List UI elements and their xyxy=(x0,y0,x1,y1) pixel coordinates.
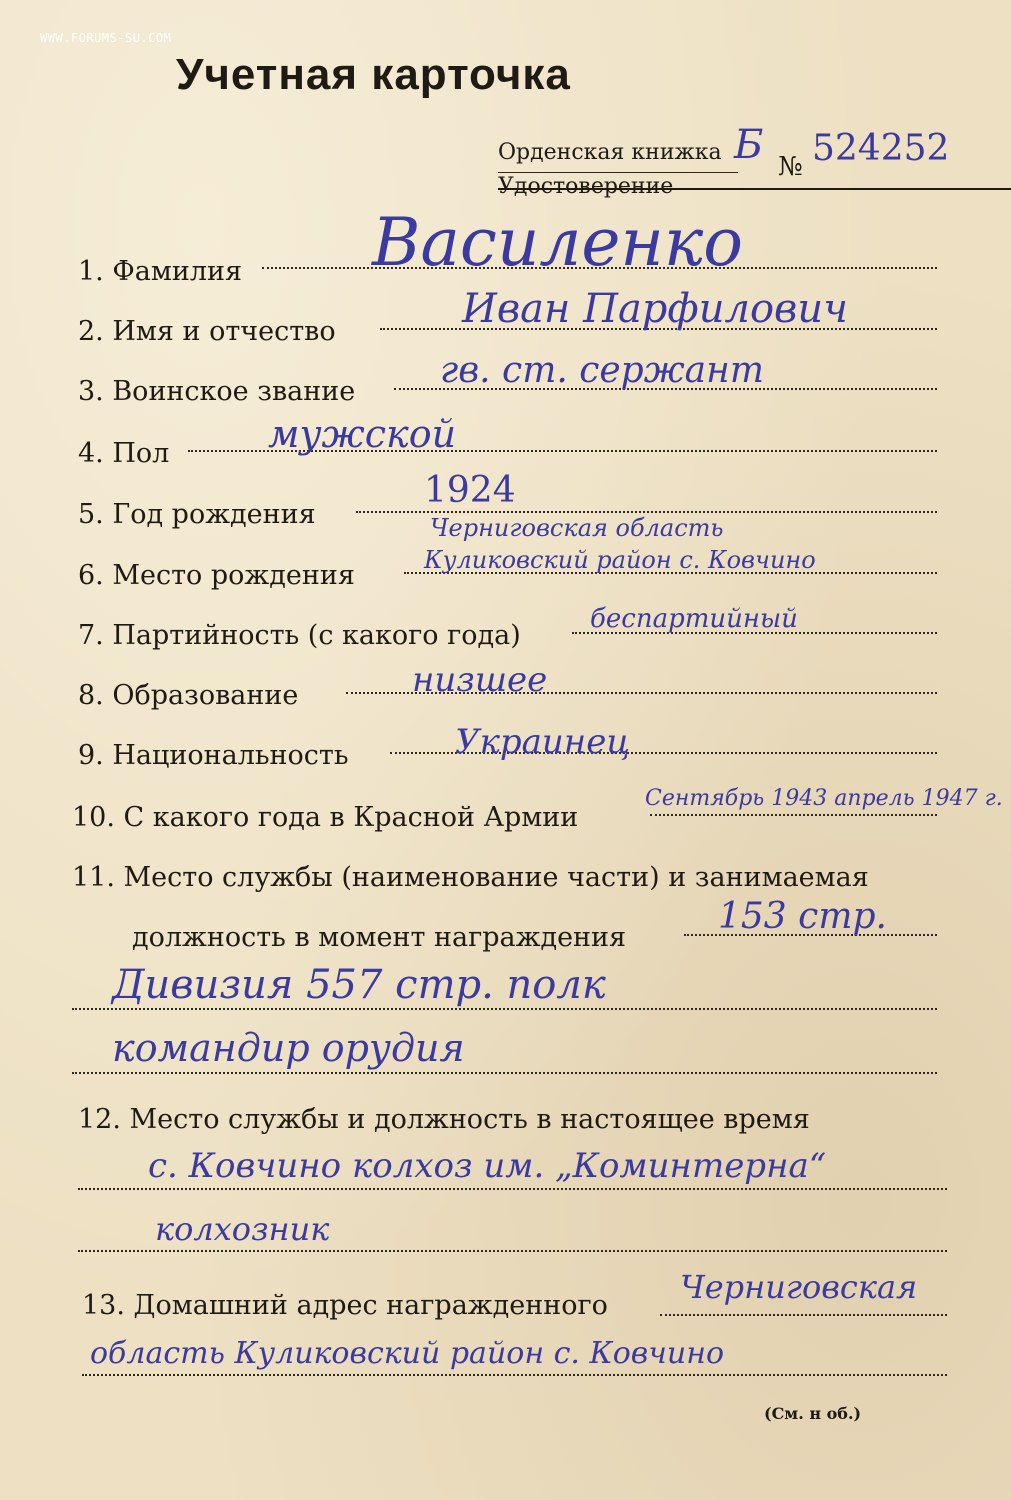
field-4-label: 4. Пол xyxy=(78,438,170,469)
field-13-value-1: Черниговская xyxy=(680,1268,918,1306)
field-1-value: Василенко xyxy=(372,204,744,281)
field-3-label: 3. Воинское звание xyxy=(78,376,356,407)
field-12-value-1: с. Ковчино колхоз им. „Коминтерна“ xyxy=(148,1146,827,1186)
field-11-value-2: Дивизия 557 стр. полк xyxy=(112,962,606,1008)
order-book-number: 524252 xyxy=(812,128,950,169)
card-title: Учетная карточка xyxy=(176,50,571,99)
field-12-label: 12. Место службы и должность в настоящее время xyxy=(78,1104,810,1135)
field-11-value-3: командир орудия xyxy=(112,1026,465,1070)
series-handwritten: Б xyxy=(734,122,764,168)
field-13-value-2: область Куликовский район с. Ковчино xyxy=(90,1336,725,1371)
field-11-value-1: 153 стр. xyxy=(718,896,887,937)
field-5-line xyxy=(356,511,937,513)
field-8-value: низшее xyxy=(412,660,548,700)
field-10-line xyxy=(650,814,937,816)
field-8-label: 8. Образование xyxy=(78,680,299,711)
order-book-label: Орденская книжка xyxy=(498,140,722,165)
field-13-label: 13. Домашний адрес награжденного xyxy=(82,1290,608,1321)
field-6-label: 6. Место рождения xyxy=(78,560,355,591)
field-5-label: 5. Год рождения xyxy=(78,499,316,530)
field-9-label: 9. Национальность xyxy=(78,740,349,771)
field-10-value: Сентябрь 1943 апрель 1947 г. xyxy=(645,786,1003,811)
number-sign: № xyxy=(778,152,803,182)
field-2-label: 2. Имя и отчество xyxy=(78,316,336,347)
field-5-value-region: Черниговская область xyxy=(430,514,724,542)
field-11-line-3 xyxy=(72,1072,937,1074)
field-7-label: 7. Партийность (с какого года) xyxy=(78,620,521,651)
field-6-value: Куликовский район с. Ковчино xyxy=(424,546,816,574)
footer-note: (См. н об.) xyxy=(764,1404,862,1423)
field-10-label: 10. С какого года в Красной Армии xyxy=(72,802,579,833)
field-1-label: 1. Фамилия xyxy=(78,256,243,287)
field-4-value: мужской xyxy=(268,412,457,456)
field-11-line-2 xyxy=(72,1008,937,1010)
field-12-line-1 xyxy=(78,1188,947,1190)
field-12-value-2: колхозник xyxy=(155,1210,330,1248)
field-11-label: 11. Место службы (наименование части) и занимаемая xyxy=(72,862,869,893)
field-5-value: 1924 xyxy=(424,470,516,511)
certificate-label-struck: Удостоверение xyxy=(498,174,1011,199)
field-7-value: беспартийный xyxy=(590,604,798,634)
field-2-value: Иван Парфилович xyxy=(462,286,848,332)
field-9-value: Украинец xyxy=(455,722,631,762)
field-12-line-2 xyxy=(78,1250,947,1252)
field-13-line-1 xyxy=(660,1314,947,1316)
watermark: WWW.FORUMS-SU.COM xyxy=(40,31,172,45)
header-underline xyxy=(498,172,738,173)
field-3-value: гв. ст. сержант xyxy=(440,350,764,391)
field-11-label-cont: должность в момент награждения xyxy=(132,922,627,953)
field-13-line-2 xyxy=(82,1374,947,1376)
